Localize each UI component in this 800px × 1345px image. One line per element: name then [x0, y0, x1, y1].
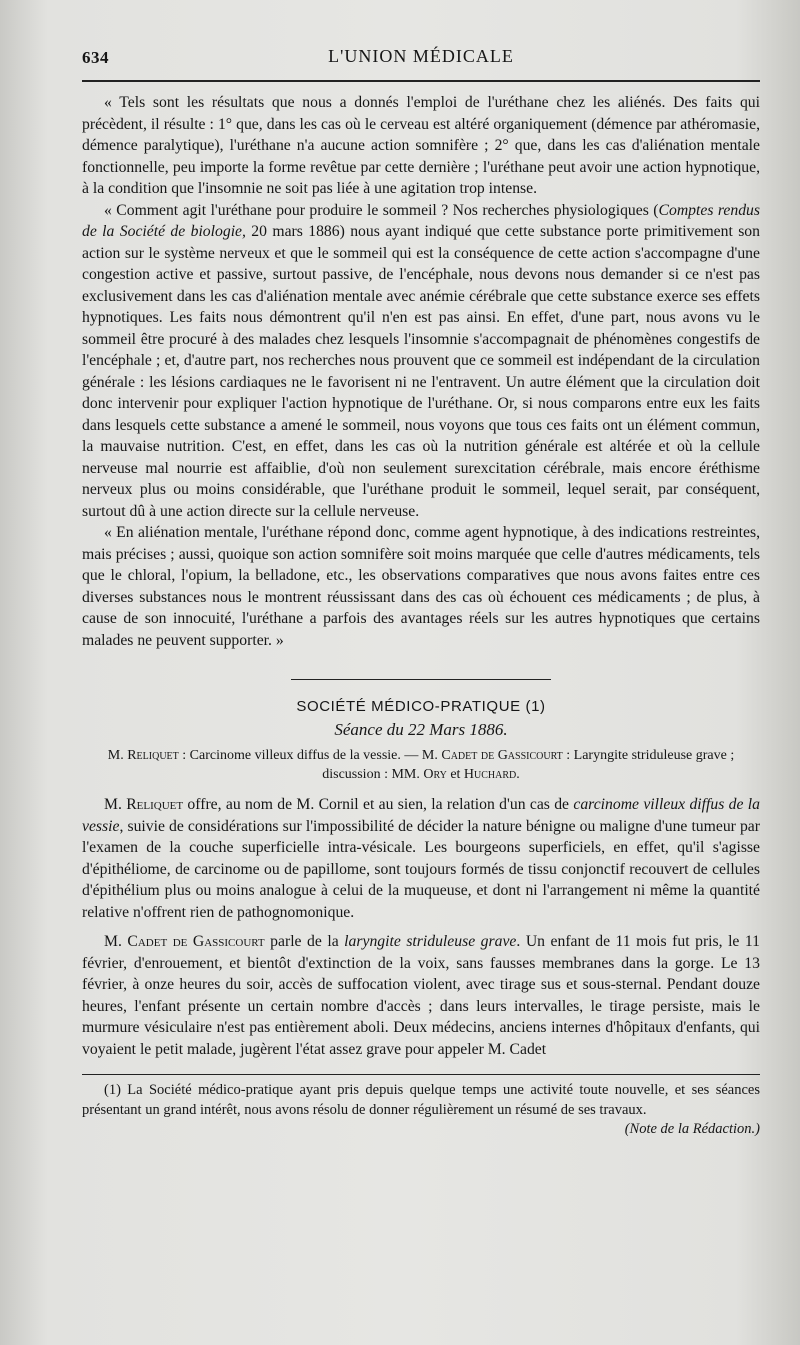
- session-body: [82, 794, 760, 1060]
- paragraph-mechanism: « Comment agit l'uréthane pour produire le sommeil ? Nos recherches physiologiques (Comptes rendus de la Société de biologie, 20 mars 1886) nous ayant indiqué que cette substance porte primitivement son action sur le système nerveux et que le sommeil qui est la conséquence de cette action s'accompagne d'une congestion active et passive, surtout passive, de l'encéphale, nous devons nous demander si ce n'est pas exclusivement dans les cas d'aliénation mentale avec anémie cérébrale que cette substance exerce ses effets hypnotiques. Les faits nous démontrent qu'il n'en est pas ainsi. En effet, d'une part, nous avons vu le sommeil être procuré à des malades chez lesquels l'insomnie s'accompagnait de phénomènes congestifs de l'encéphale ; et, d'autre part, nos recherches nous prouvent que ce sommeil est indépendant de la circulation générale : les lésions cardiaques ne le favorisent ni ne l'entravent. Un autre élément que la circulation doit donc intervenir pour expliquer l'action hypnotique de l'uréthane. Or, si nous comparons entre eux les faits dans lesquels cette substance a amené le sommeil, nous voyons que tous ces faits ont un élément commun, la mauvaise nutrition. C'est, en effet, dans les cas où la nutrition générale est altérée et où la cellule nerveuse mal nourrie est affaiblie, d'où non seulement surexcitation cérébrale, mais encore éréthisme nerveux plus ou moins considérable, que l'uréthane produit le sommeil, lequel serait, par conséquent, surtout dû à une action directe sur la cellule nerveuse.: [82, 201, 760, 520]
- footnote: (1) La Société médico-pratique ayant pris depuis quelque temps une activité toute nouvelle, et ses séances présentant un grand intérêt, nous avons résolu de donner régulièrement un résumé de ses travaux. (Note de la Rédaction.): [82, 1081, 760, 1120]
- paragraph-results: « Tels sont les résultats que nous a donnés l'emploi de l'uréthane chez les aliénés. Des faits qui précèdent, il résulte : 1° que, dans les cas où le cerveau est altéré organiquement (démence par athéromasie, démence paralytique), l'uréthane n'a aucune action somnifère ; 2° que, dans les cas d'aliénation mentale fonctionnelle, peu importe la forme revêtue par cette dernière ; l'uréthane peut avoir une action hypnotique, à la condition que l'insomnie ne soit pas liée à une agitation trop intense.: [82, 94, 760, 197]
- page-header: [82, 44, 760, 74]
- header-rule: [82, 80, 760, 82]
- section-divider: [291, 679, 551, 680]
- footnote-credit: (Note de la Rédaction.): [624, 1121, 760, 1137]
- paragraph-conclusion: « En aliénation mentale, l'uréthane répond donc, comme agent hypnotique, à des indications restreintes, mais précises ; aussi, quoique son action somnifère soit moins marquée que celle d'autres médicaments, tels que le chloral, l'opium, la belladone, etc., les observations comparatives que nous avons faites entre ces diverses substances nous le montrent réussissant dans des cas où échouent ces médicaments ; de plus, à cause de son innocuité, l'uréthane a parfois des avantages réels sur les autres hypnotiques que certains malades ne peuvent supporter. »: [82, 524, 760, 649]
- footnote-rule: [82, 1074, 760, 1075]
- session-date: Séance du 22 Mars 1886.: [334, 720, 508, 739]
- section-title: SOCIÉTÉ MÉDICO-PRATIQUE (1): [296, 698, 546, 715]
- reference-citation: Comptes rendus de la Société de biologie,: [82, 201, 760, 240]
- paragraph-reliquet: M. Reliquet offre, au nom de M. Cornil et au sien, la relation d'un cas de carcinome villeux diffus de la vessie, suivie de considérations sur l'impossibilité de décider la nature bénigne ou maligne d'une tumeur par l'examen de la couche superficielle intra-vésicale. Les bourgeons superficiels, en effet, qu'il s'agisse d'épithéliome, de carcinome ou de papillome, sont toujours formés de tissu conjonctif recouvert de cellules d'épithélium plus ou moins analogue à celui de la muqueuse, et dont ni l'arrangement ni même la quantité relative n'offrent rien de pathognomonique.: [82, 796, 760, 921]
- article-body: [82, 92, 760, 651]
- paragraph-cadet: M. Cadet de Gassicourt parle de la laryngite striduleuse grave. Un enfant de 11 mois fut pris, le 11 février, d'enrouement, et bientôt d'extinction de la voix, sans fausses membranes dans la gorge. Le 13 février, à onze heures du soir, accès de suffocation violent, avec tirage sus et sous-sternal. Pendant douze heures, l'enfant présente un certain nombre d'accès ; dans leurs intervalles, le tirage persiste, mais le murmure vésiculaire n'est pas entièrement aboli. Deux médecins, anciens internes d'hôpitaux d'enfants, qui voyaient le petit malade, jugèrent l'état assez grave pour appeler M. Cadet: [82, 933, 761, 1058]
- running-title: L'UNION MÉDICALE: [328, 46, 514, 66]
- session-summary: M. Reliquet : Carcinome villeux diffus de la vessie. — M. Cadet de Gassicourt : Laryngite striduleuse grave ; discussion : MM. Ory et Huchard.: [107, 748, 735, 782]
- page-number: 634: [82, 48, 109, 67]
